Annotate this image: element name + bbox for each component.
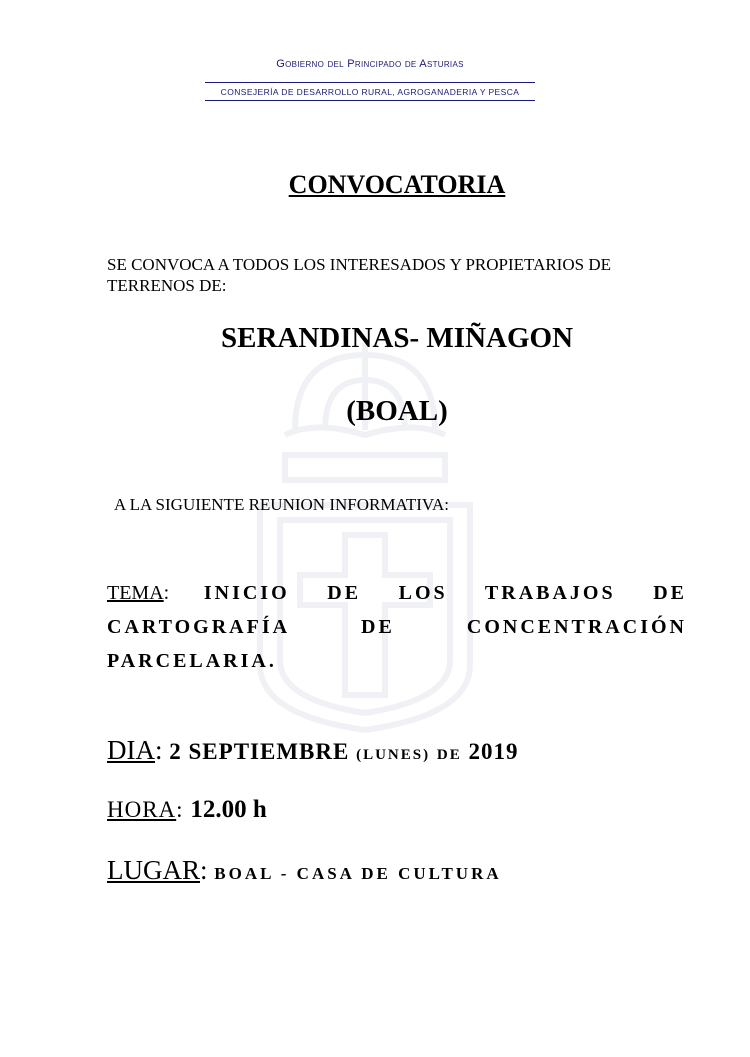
time-label: HORA — [107, 797, 177, 822]
government-name: Gobierno del Principado de Asturias — [205, 58, 535, 83]
meeting-intro: A LA SIGUIENTE REUNION INFORMATIVA: — [114, 495, 449, 514]
place-name: SERANDINAS- MIÑAGON — [220, 322, 574, 354]
time-value: 12.00 h — [190, 796, 267, 823]
location-line — [107, 855, 502, 886]
time-line — [107, 796, 267, 824]
date-weekday: (LUNES) — [356, 747, 431, 763]
location-separator: : — [200, 855, 208, 885]
topic-line — [107, 576, 687, 678]
topic-label: TEMA — [107, 582, 164, 604]
department-name: CONSEJERÍA DE DESARROLLO RURAL, AGROGANADERIA Y PESCA — [205, 83, 535, 101]
date-line — [107, 735, 518, 766]
location-label: LUGAR — [107, 855, 200, 885]
topic-value: INICIO DE LOS TRABAJOS DE CARTOGRAFÍA DE CONCENTRACIÓN PARCELARIA. — [107, 582, 687, 672]
location-value: BOAL - CASA DE CULTURA — [214, 864, 502, 883]
time-separator: : — [176, 797, 184, 822]
date-value — [169, 739, 518, 764]
date-separator: : — [155, 735, 163, 765]
document-title: CONVOCATORIA — [288, 170, 506, 199]
date-day-month: 2 SEPTIEMBRE — [169, 739, 350, 764]
date-de: DE — [436, 747, 462, 763]
intro-text: SE CONVOCA A TODOS LOS INTERESADOS Y PROPIETARIOS DE TERRENOS DE: — [107, 255, 611, 295]
date-label: DIA — [107, 735, 155, 765]
municipality-name: (BOAL) — [346, 395, 448, 427]
letterhead — [205, 58, 535, 101]
topic-separator: : — [163, 582, 170, 604]
date-year: 2019 — [468, 739, 519, 764]
